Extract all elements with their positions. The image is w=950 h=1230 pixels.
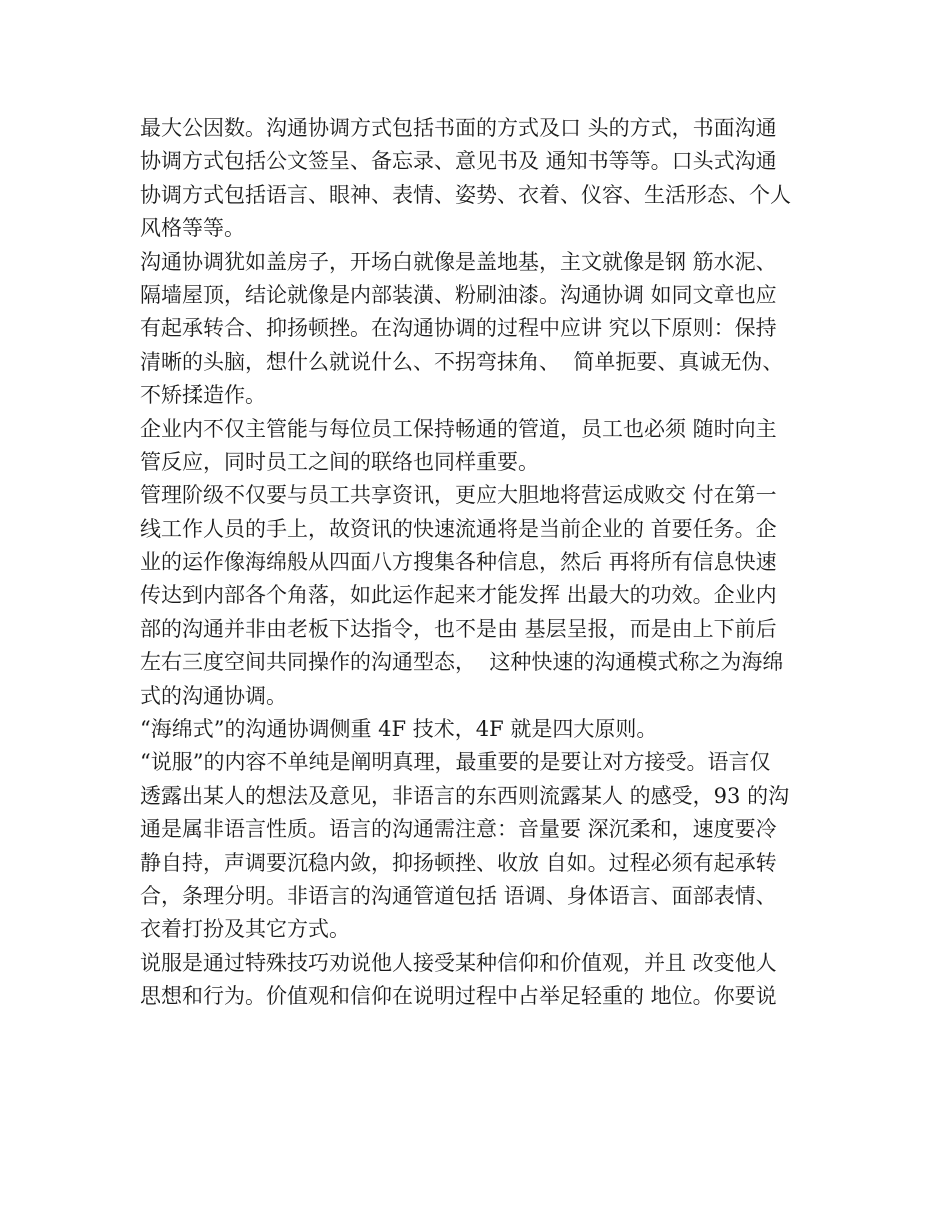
text-line: 说服是通过特殊技巧劝说他人接受某种信仰和价值观，并且 改变他人 (140, 950, 777, 975)
paragraph (140, 479, 820, 713)
paragraph (140, 713, 820, 746)
paragraph (140, 947, 820, 1014)
text-line: 思想和行为。价值观和信仰在说明过程中占举足轻重的 地位。你要说 (140, 984, 777, 1009)
text-line: 风格等等。 (140, 216, 245, 241)
text-line: 静自持，声调要沉稳内敛，抑扬顿挫、收放 自如。过程必须有起承转 (140, 850, 777, 875)
text-line: 清晰的头脑，想什么就说什么、不拐弯抹角、 简单扼要、真诚无伪、 (140, 349, 784, 374)
text-line: 透露出某人的想法及意见，非语言的东西则流露某人 的感受，93 的沟 (140, 783, 790, 808)
text-line: 通是属非语言性质。语言的沟通需注意：音量要 深沉柔和，速度要冷 (140, 817, 777, 842)
text-line: 式的沟通协调。 (140, 683, 287, 708)
text-line: 管理阶级不仅要与员工共享资讯，更应大胆地将营运成败交 付在第一 (140, 483, 777, 508)
document-body (140, 112, 820, 1014)
text-line: 线工作人员的手上，故资讯的快速流通将是当前企业的 首要任务。企 (140, 516, 777, 541)
text-line: 传达到内部各个角落，如此运作起来才能发挥 出最大的功效。企业内 (140, 583, 777, 608)
text-line: 左右三度空间共同操作的沟通型态， 这种快速的沟通模式称之为海绵 (140, 650, 784, 675)
text-line: 衣着打扮及其它方式。 (140, 917, 350, 942)
text-line: 不矫揉造作。 (140, 383, 266, 408)
text-line: 企业内不仅主管能与每位员工保持畅通的管道，员工也必须 随时向主 (140, 416, 777, 441)
text-line: 协调方式包括公文签呈、备忘录、意见书及 通知书等等。口头式沟通 (140, 149, 777, 174)
text-line: “海绵式”的沟通协调侧重 4F 技术，4F 就是四大原则。 (140, 717, 658, 742)
text-line: 部的沟通并非由老板下达指令，也不是由 基层呈报，而是由上下前后 (140, 616, 777, 641)
text-line: “说服”的内容不单纯是阐明真理，最重要的是要让对方接受。语言仅 (140, 750, 771, 775)
text-line: 管反应，同时员工之间的联络也同样重要。 (140, 449, 539, 474)
text-line: 合，条理分明。非语言的沟通管道包括 语调、身体语言、面部表情、 (140, 883, 777, 908)
text-line: 协调方式包括语言、眼神、表情、姿势、衣着、仪容、生活形态、个人 (140, 182, 791, 207)
text-line: 沟通协调犹如盖房子，开场白就像是盖地基，主文就像是钢 筋水泥、 (140, 249, 777, 274)
paragraph (140, 746, 820, 946)
paragraph (140, 413, 820, 480)
paragraph (140, 246, 820, 413)
text-line: 业的运作像海绵般从四面八方搜集各种信息，然后 再将所有信息快速 (140, 550, 777, 575)
text-line: 有起承转合、抑扬顿挫。在沟通协调的过程中应讲 究以下原则：保持 (140, 316, 777, 341)
text-line: 最大公因数。沟通协调方式包括书面的方式及口 头的方式，书面沟通 (140, 116, 777, 140)
paragraph (140, 112, 820, 246)
text-line: 隔墙屋顶，结论就像是内部装潢、粉刷油漆。沟通协调 如同文章也应 (140, 282, 777, 307)
